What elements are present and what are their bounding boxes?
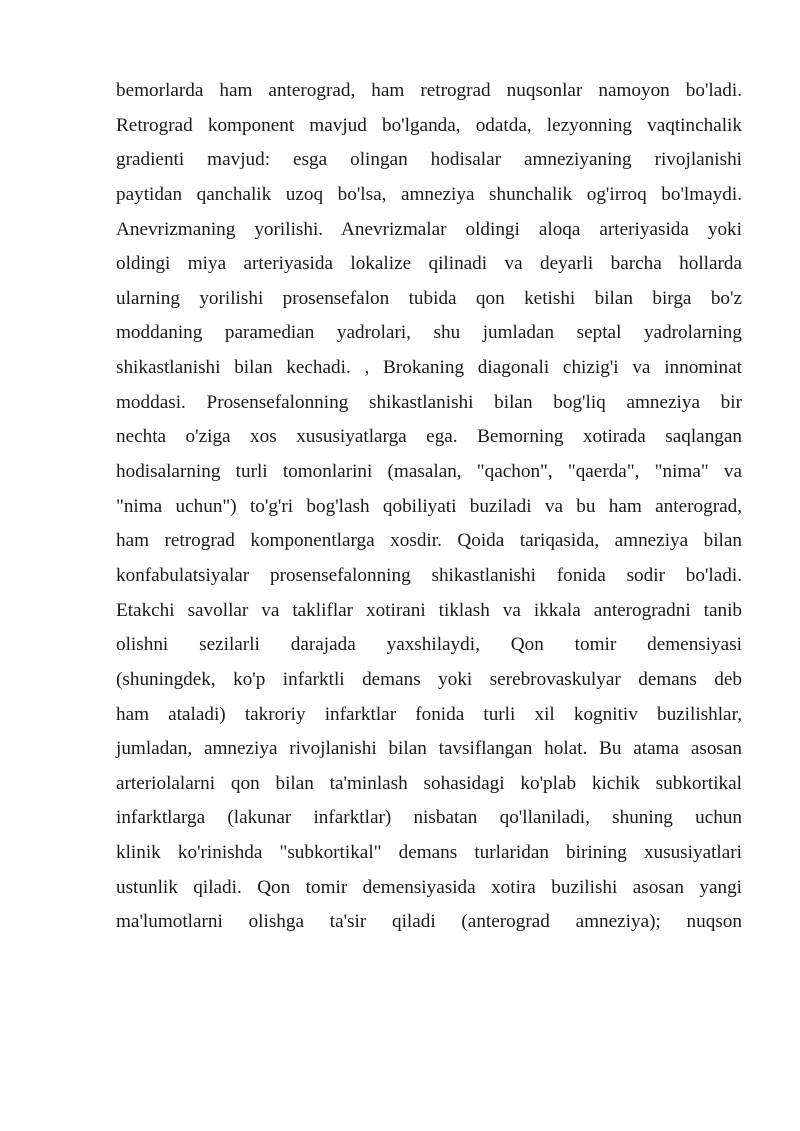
text-line: hodisalarning turli tomonlarini (masalan, "qachon", "qaerda", "nima" va xyxy=(116,461,742,483)
text-line: ustunlik qiladi. Qon tomir demensiyasida xotira buzilishi asosan yangi xyxy=(116,876,742,898)
text-line: Anevrizmaning yorilishi. Anevrizmalar oldingi aloqa arteriyasida yoki xyxy=(116,218,742,240)
text-line: gradienti mavjud: esga olingan hodisalar amneziyaning rivojlanishi xyxy=(116,149,742,171)
text-line: olishni sezilarli darajada yaxshilaydi, Qon tomir demensiyasi xyxy=(116,634,742,656)
text-line: paytidan qanchalik uzoq bo'lsa, amneziya shunchalik og'irroq bo'lmaydi. xyxy=(116,183,742,205)
text-line: (shuningdek, ko'p infarktli demans yoki serebrovaskulyar demans deb xyxy=(116,668,742,690)
text-line: infarktlarga (lakunar infarktlar) nisbatan qo'llaniladi, shuning uchun xyxy=(116,807,742,829)
body-paragraph xyxy=(116,74,742,940)
text-line: moddaning paramedian yadrolari, shu jumladan septal yadrolarning xyxy=(116,322,742,344)
text-line: nechta o'ziga xos xususiyatlarga ega. Bemorning xotirada saqlangan xyxy=(116,426,742,448)
text-line: oldingi miya arteriyasida lokalize qilinadi va deyarli barcha hollarda xyxy=(116,253,742,275)
text-line: "nima uchun") to'g'ri bog'lash qobiliyati buziladi va bu ham anterograd, xyxy=(116,495,742,517)
text-line: ularning yorilishi prosensefalon tubida qon ketishi bilan birga bo'z xyxy=(116,287,742,309)
text-line: ham ataladi) takroriy infarktlar fonida turli xil kognitiv buzilishlar, xyxy=(116,703,742,725)
text-line: ma'lumotlarni olishga ta'sir qiladi (anterograd amneziya); nuqson xyxy=(116,911,742,933)
text-line: arteriolalarni qon bilan ta'minlash sohasidagi ko'plab kichik subkortikal xyxy=(116,772,742,794)
text-line: moddasi. Prosensefalonning shikastlanishi bilan bog'liq amneziya bir xyxy=(116,391,742,413)
text-line: ham retrograd komponentlarga xosdir. Qoida tariqasida, amneziya bilan xyxy=(116,530,742,552)
text-line: klinik ko'rinishda "subkortikal" demans turlaridan birining xususiyatlari xyxy=(116,842,742,864)
text-line: Etakchi savollar va takliflar xotirani tiklash va ikkala anterogradni tanib xyxy=(116,599,742,621)
text-line: konfabulatsiyalar prosensefalonning shikastlanishi fonida sodir bo'ladi. xyxy=(116,564,742,586)
text-line: bemorlarda ham anterograd, ham retrograd nuqsonlar namoyon bo'ladi. xyxy=(116,80,742,101)
text-line: jumladan, amneziya rivojlanishi bilan tavsiflangan holat. Bu atama asosan xyxy=(116,738,742,760)
text-line: shikastlanishi bilan kechadi. , Brokaning diagonali chizig'i va innominat xyxy=(116,357,742,379)
text-line: Retrograd komponent mavjud bo'lganda, odatda, lezyonning vaqtinchalik xyxy=(116,114,742,136)
